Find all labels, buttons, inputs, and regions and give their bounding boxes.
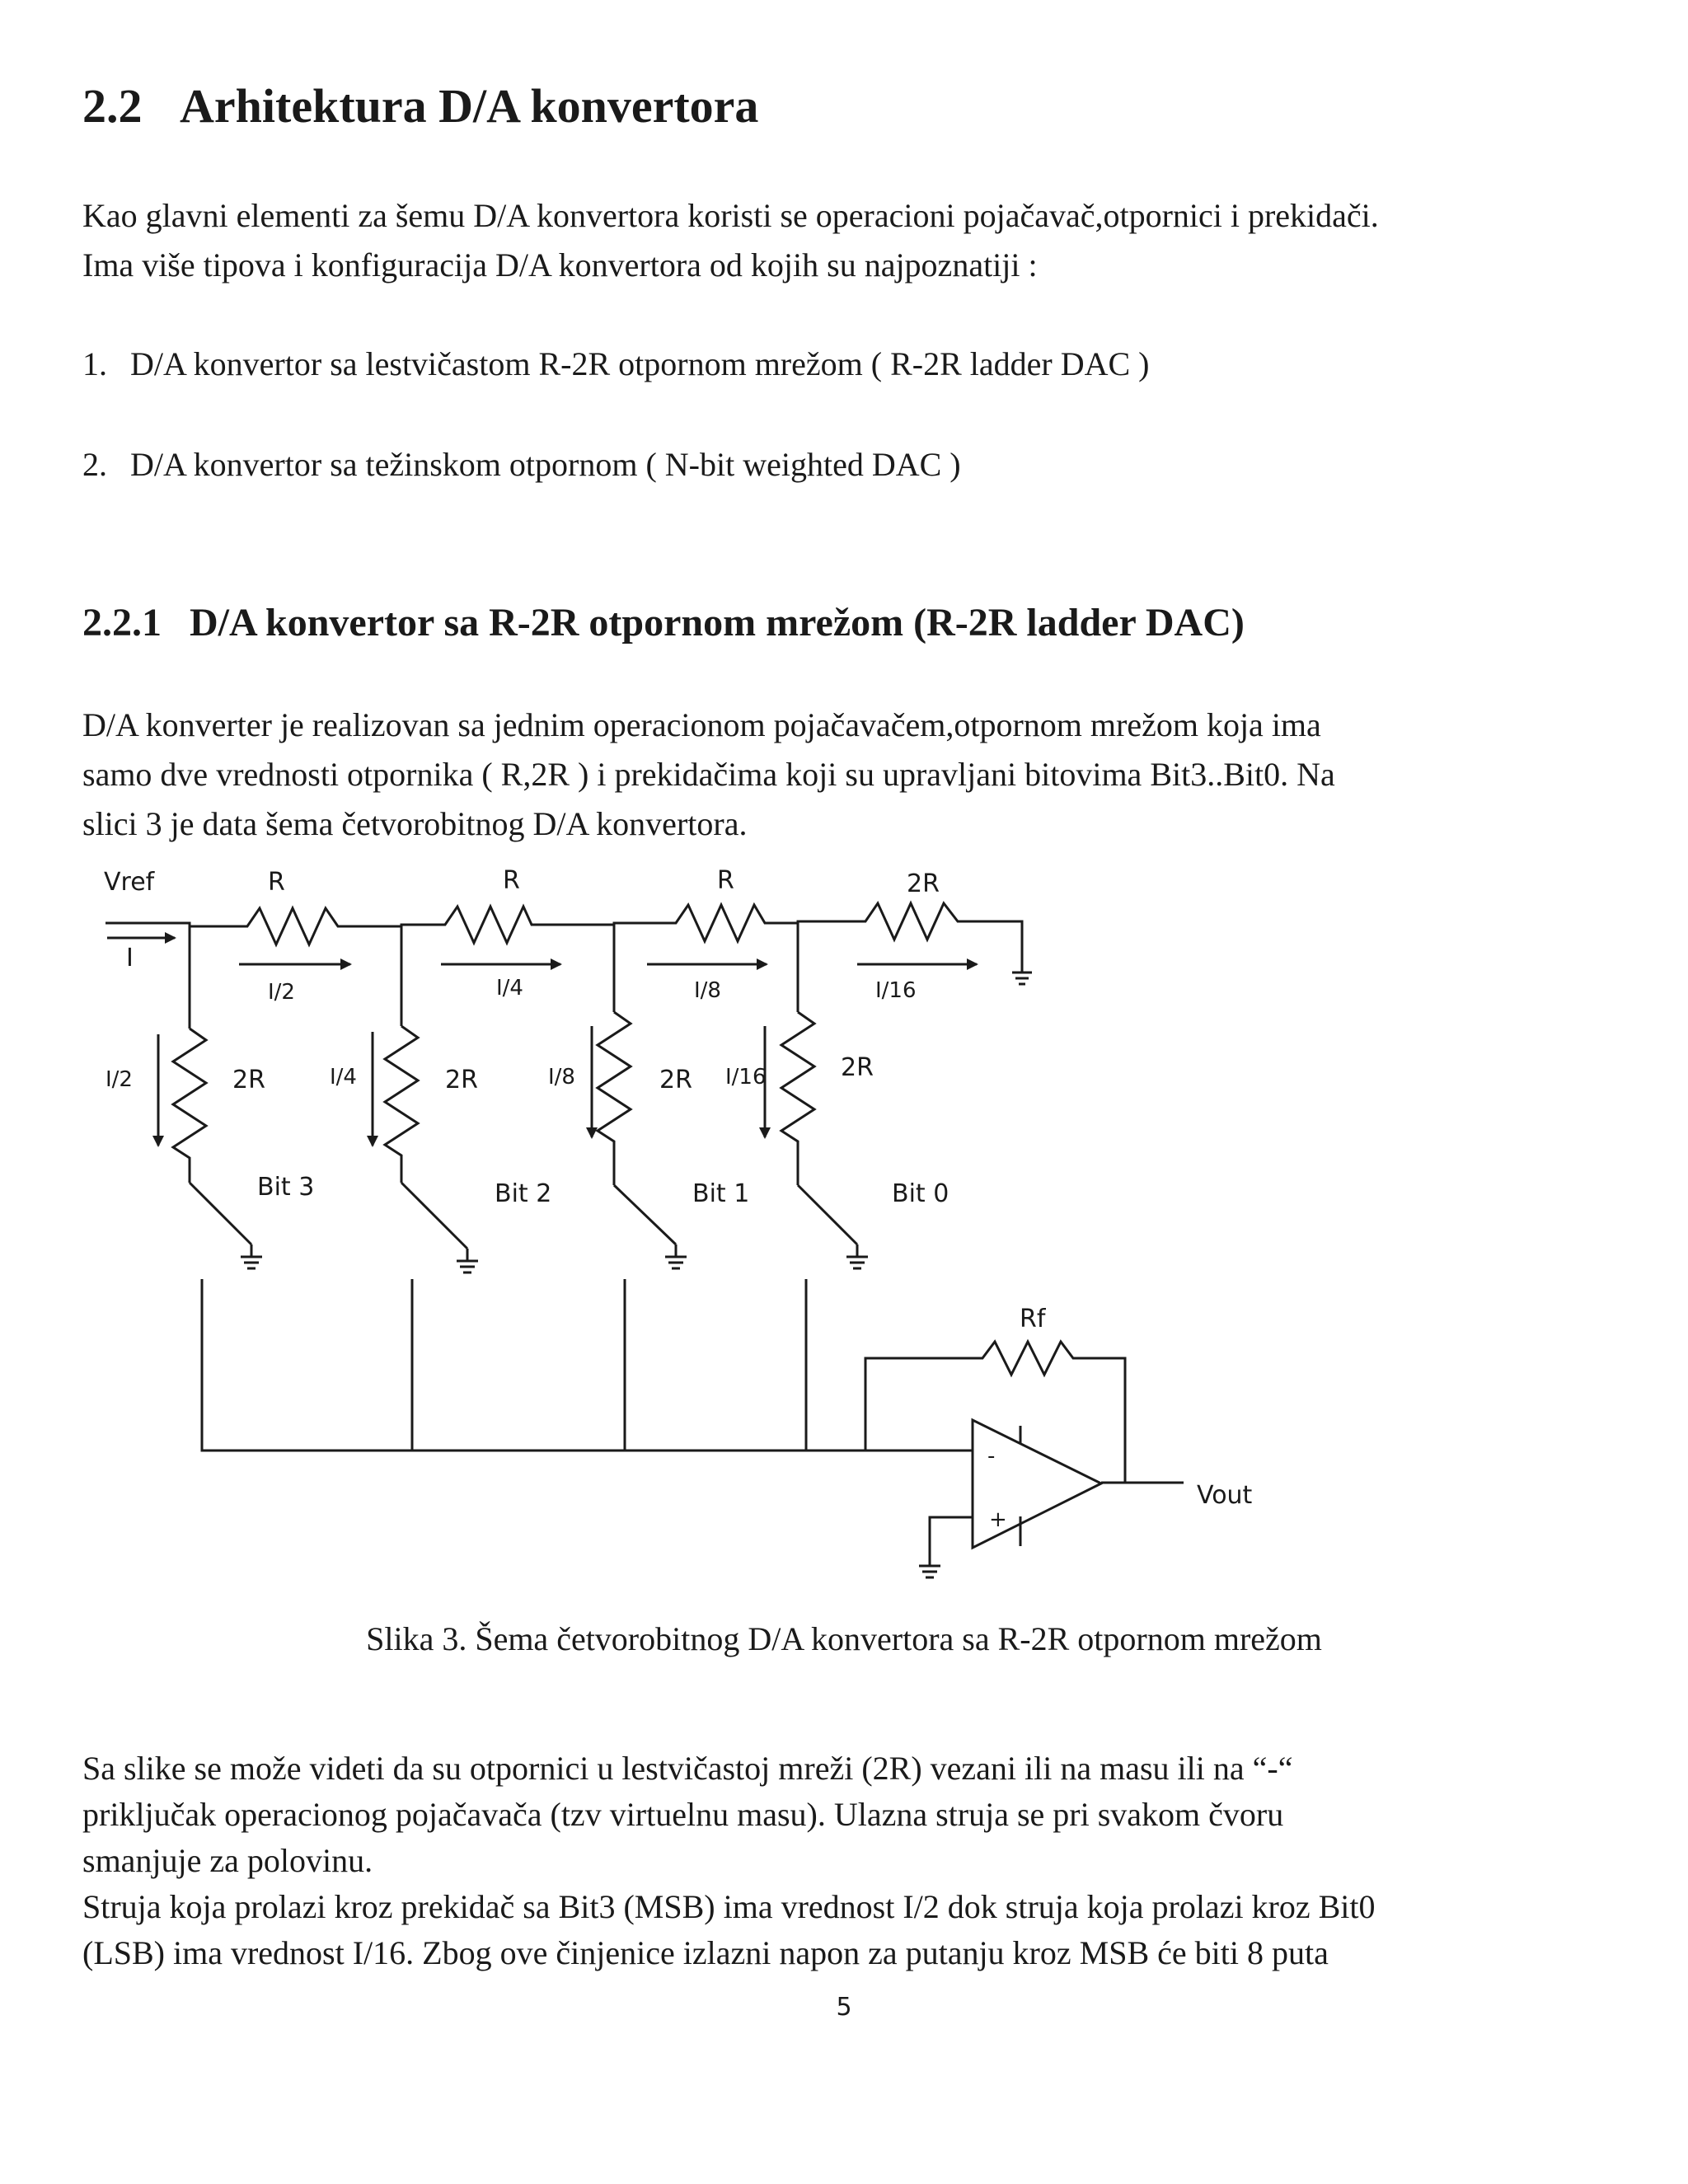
bit-label: Bit 0 (892, 1179, 950, 1208)
list-item-text: D/A konvertor sa lestvičastom R-2R otpornom mrežom ( R-2R ladder DAC ) (130, 345, 1150, 382)
description-line-3: slici 3 je data šema četvorobitnog D/A konvertora. (82, 805, 748, 842)
opamp-plus-label: + (989, 1507, 1007, 1532)
wire-opamp-plus-ground (930, 1517, 973, 1566)
shunt-resistor-label: 2R (232, 1066, 265, 1094)
wire-node-1-2 (346, 925, 433, 926)
section-number: 2.2 (82, 79, 143, 133)
feedback-resistor-label: Rf (1020, 1305, 1046, 1333)
series-current-label: I/2 (268, 980, 295, 1005)
shunt-resistor-label: 2R (445, 1066, 478, 1094)
opamp-minus-label: - (987, 1444, 996, 1469)
wire-to-ground-right (973, 921, 1022, 972)
switch-bit0 (798, 1185, 857, 1244)
shunt-resistor-label: 2R (659, 1066, 692, 1094)
figure-caption: Slika 3. Šema četvorobitnog D/A konvertora sa R-2R otpornom mrežom (366, 1620, 1322, 1657)
resistor-r1 (235, 908, 346, 944)
description-line-2: samo dve vrednosti otpornika ( R,2R ) i prekidačima koji su upravljani bitovima Bit3..Bit0. Na (82, 756, 1335, 793)
ground-icon (241, 1244, 262, 1268)
explanation-line-5: (LSB) ima vrednost I/16. Zbog ove činjenice izlazni napon za putanju kroz MSB će biti 8 puta (82, 1934, 1329, 1971)
explanation-line-4: Struja koja prolazi kroz prekidač sa Bit3 (MSB) ima vrednost I/2 dok struja koja prolazi kroz Bit0 (82, 1888, 1376, 1925)
bit-label: Bit 2 (495, 1179, 552, 1208)
ground-icon (846, 1244, 868, 1268)
series-resistor-label: R (268, 868, 285, 897)
explanation-line-2: priključak operacionog pojačavača (tzv virtuelnu masu). Ulazna struja se pri svakom čvoru (82, 1796, 1284, 1833)
description-line-1: D/A konverter je realizovan sa jednim operacionom pojačavačem,otpornom mrežom koja ima (82, 706, 1321, 743)
explanation-line-1: Sa slike se može videti da su otpornici u lestvičastoj mreži (2R) vezani ili na masu ili na “-“ (82, 1750, 1293, 1787)
resistor-shunt-bit0 (781, 1012, 814, 1173)
resistor-rf (973, 1342, 1125, 1483)
resistor-shunt-bit3 (173, 1029, 206, 1170)
wire-node-2-3 (536, 923, 663, 925)
page-number: 5 (836, 1993, 852, 2022)
series-resistor-label: 2R (907, 869, 940, 898)
series-resistor-label: R (503, 866, 520, 895)
explanation-line-3: smanjuje za polovinu. (82, 1842, 373, 1879)
subsection-title: D/A konvertor sa R-2R otpornom mrežom (R-2R ladder DAC) (190, 601, 1245, 644)
wire-node-3-4 (771, 921, 851, 923)
wire-feedback-input (865, 1358, 973, 1451)
shunt-resistor-label: 2R (841, 1053, 874, 1082)
intro-line-1: Kao glavni elementi za šemu D/A konvertora koristi se operacioni pojačavač,otpornici i prekidači. (82, 197, 1379, 234)
intro-paragraph (82, 191, 1632, 290)
input-current-label: I (126, 944, 134, 972)
resistor-r2 (433, 907, 536, 943)
resistor-shunt-bit1 (598, 1012, 631, 1173)
intro-line-2: Ima više tipova i konfiguracija D/A konvertora od kojih su najpoznatiji : (82, 246, 1038, 284)
list-item-number: 1. (82, 345, 107, 382)
list-item-number: 2. (82, 446, 107, 483)
list-item-1 (82, 344, 1149, 383)
ground-icon (665, 1244, 687, 1268)
vref-label: Vref (104, 868, 155, 897)
ground-icon (457, 1249, 478, 1272)
wire-vref-input (106, 923, 235, 926)
shunt-current-label: I/8 (548, 1065, 575, 1090)
shunt-current-label: I/16 (725, 1065, 767, 1090)
switch-bit1 (614, 1185, 676, 1244)
list-item-2 (82, 445, 961, 484)
r2r-dac-schematic (0, 857, 1688, 1607)
subsection-heading (82, 600, 1245, 645)
series-current-label: I/16 (875, 978, 917, 1003)
vout-label: Vout (1197, 1481, 1253, 1510)
resistor-r3 (663, 905, 771, 941)
list-item-text: D/A konvertor sa težinskom otpornom ( N-bit weighted DAC ) (130, 446, 961, 483)
subsection-number: 2.2.1 (82, 601, 162, 644)
shunt-current-label: I/2 (106, 1067, 133, 1092)
ground-icon (1012, 972, 1032, 984)
resistor-shunt-bit2 (385, 1026, 418, 1170)
shunt-current-label: I/4 (330, 1065, 357, 1090)
op-amp (919, 1420, 1184, 1577)
section-heading (82, 78, 758, 134)
explanation-paragraph (82, 1746, 1632, 1976)
description-paragraph (82, 701, 1632, 849)
ground-icon (919, 1566, 940, 1577)
bit-label: Bit 3 (257, 1173, 315, 1202)
resistor-2r-terminal (851, 903, 973, 940)
section-title: Arhitektura D/A konvertora (180, 79, 759, 133)
switch-bit2 (401, 1183, 467, 1249)
series-current-label: I/8 (694, 978, 721, 1003)
series-current-label: I/4 (496, 976, 523, 1001)
bit-label: Bit 1 (692, 1179, 750, 1208)
switch-bit3 (190, 1183, 251, 1244)
wire-summing-bus (202, 1279, 973, 1451)
series-resistor-label: R (717, 866, 734, 895)
